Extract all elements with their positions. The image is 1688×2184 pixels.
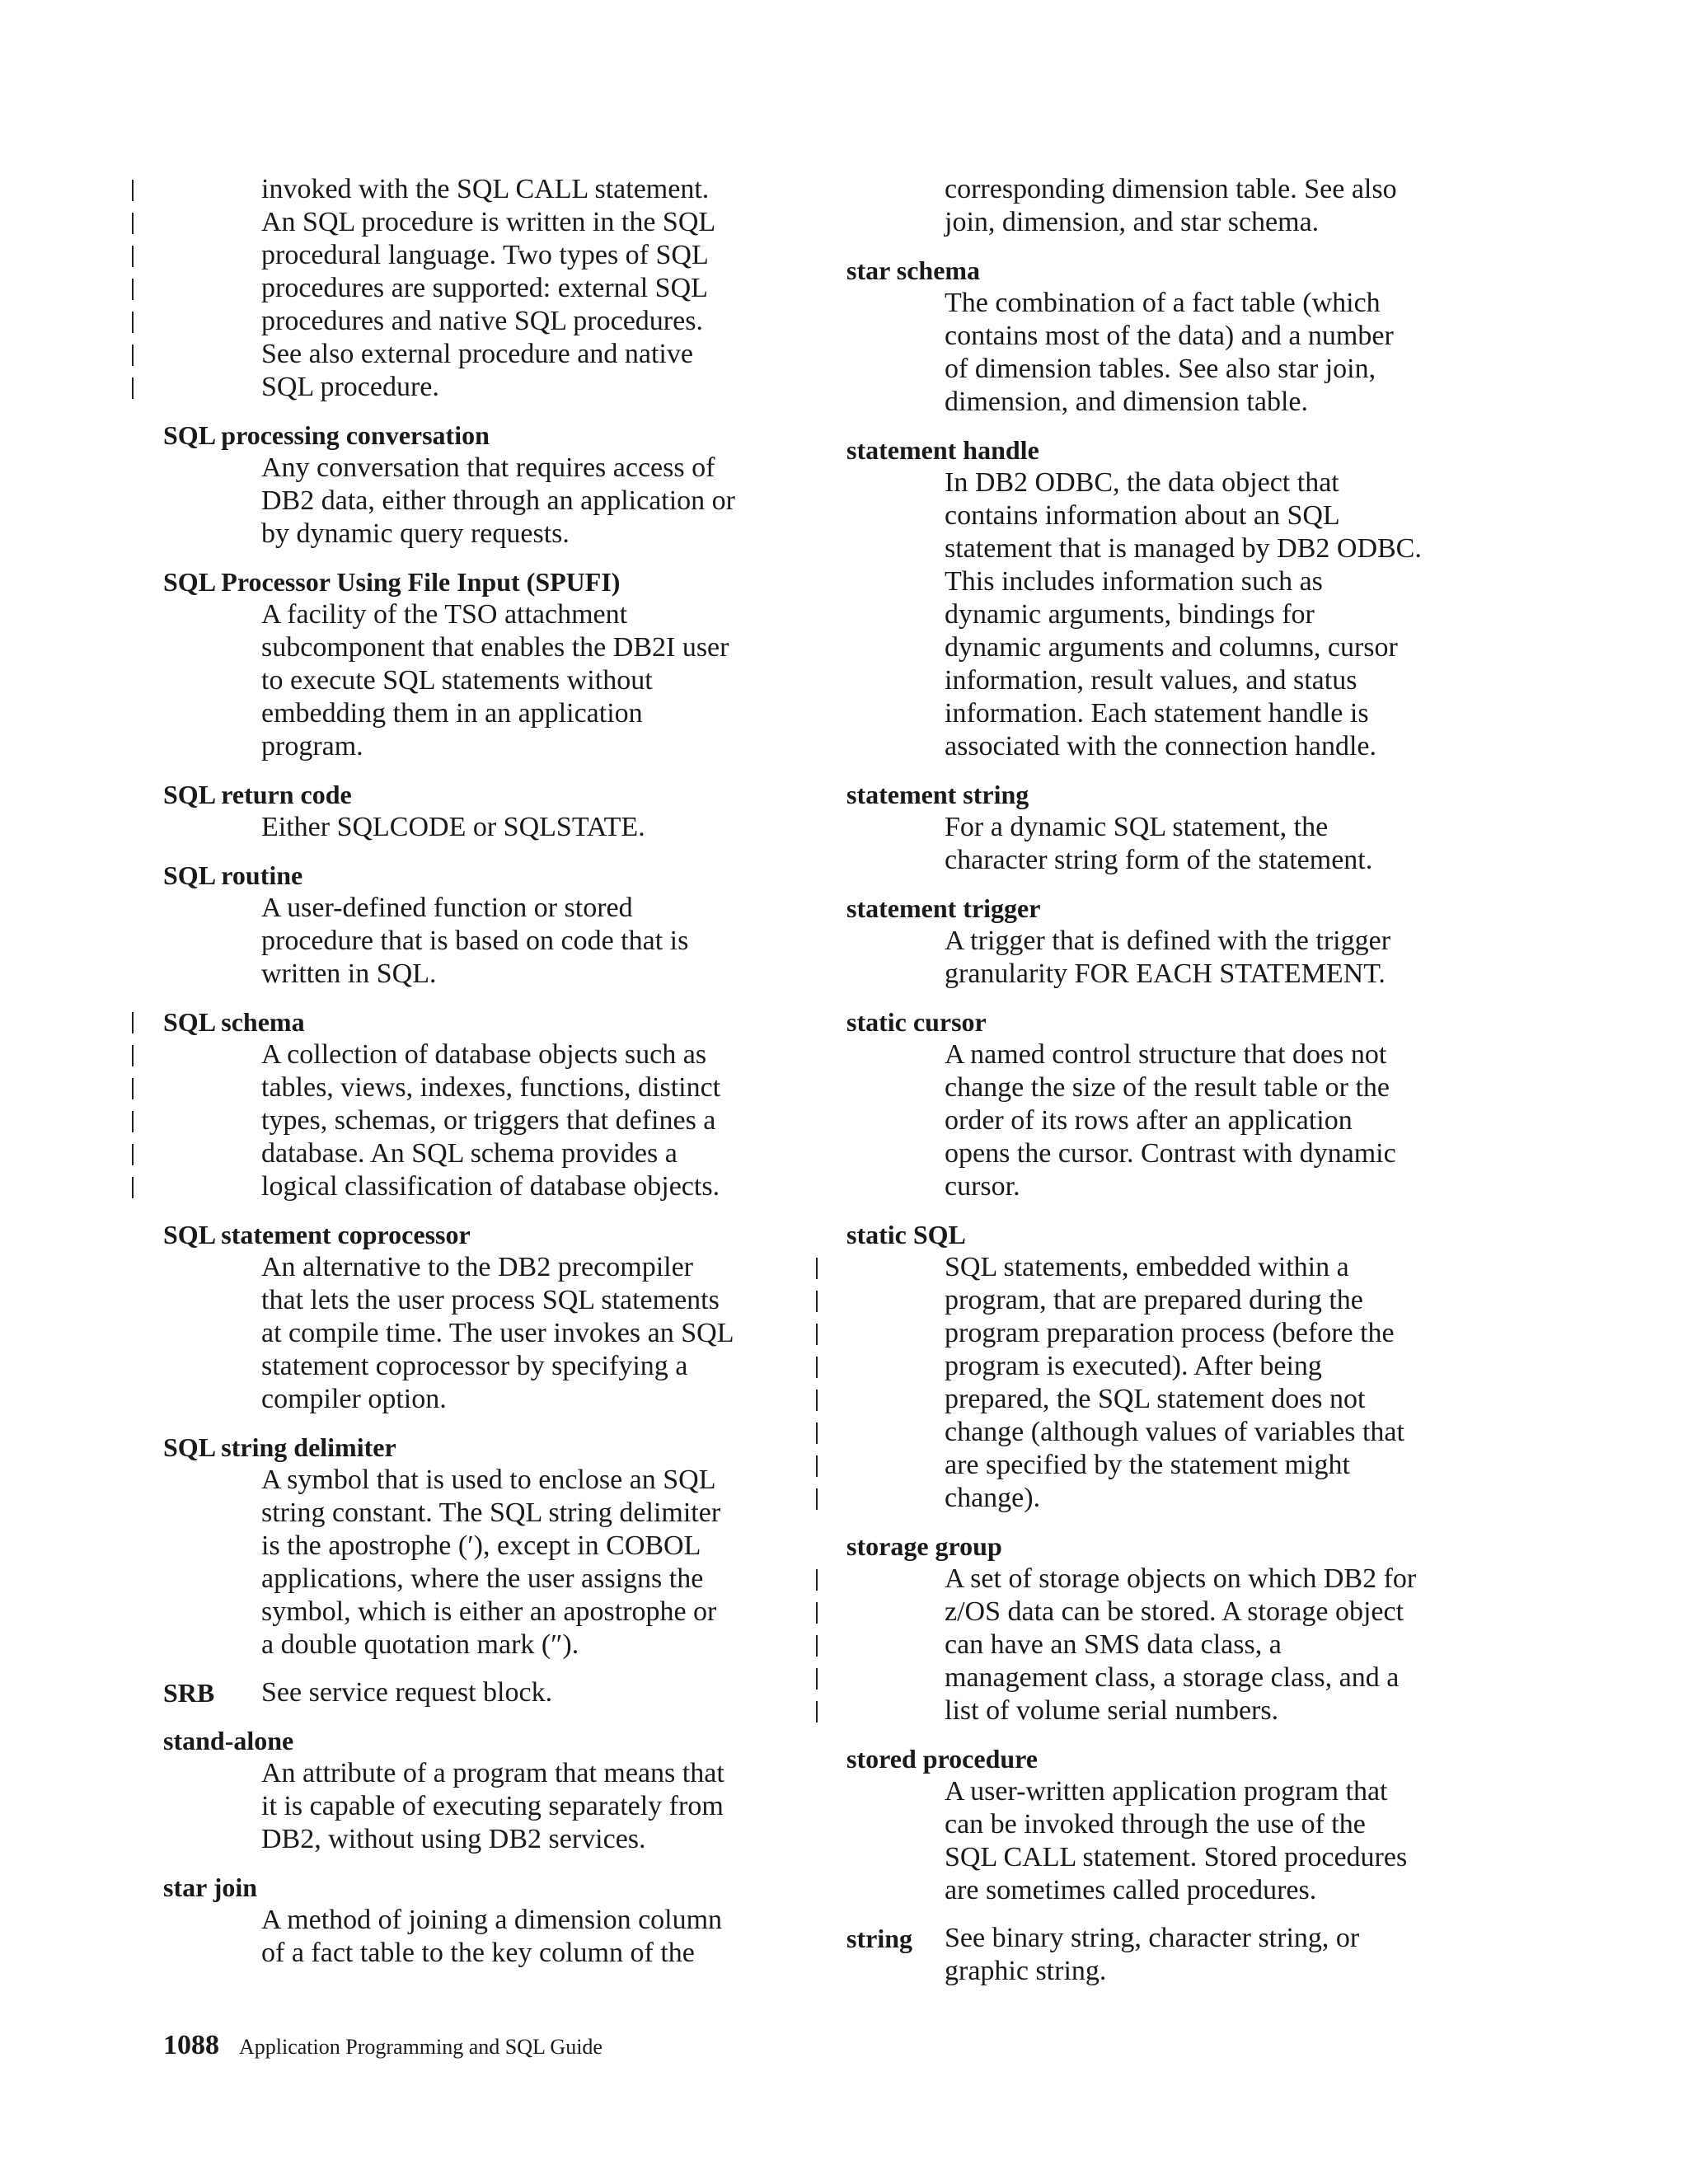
definition-line: of a fact table to the key column of the (261, 1938, 695, 1968)
definition-line: database. An SQL schema provides a (261, 1138, 678, 1169)
continued-definition (945, 173, 1506, 239)
definition-line: opens the cursor. Contrast with dynamic (945, 1138, 1396, 1169)
definition-line: dynamic arguments, bindings for (945, 599, 1315, 630)
definition-line: See also external procedure and native (261, 339, 693, 369)
glossary-entry (846, 254, 1506, 419)
glossary-entry (163, 1218, 798, 1416)
glossary-entry (846, 1005, 1506, 1203)
glossary-entry (846, 1530, 1506, 1727)
glossary-term: stand-alone (163, 1726, 294, 1755)
definition-line: change the size of the result table or the (945, 1072, 1390, 1103)
glossary-entry (163, 1005, 798, 1203)
definition-line: join, dimension, and star schema. (945, 207, 1320, 237)
change-bar (132, 1177, 134, 1198)
glossary-term: storage group (846, 1531, 1002, 1561)
definition-line: can have an SMS data class, a (945, 1629, 1282, 1660)
definition-line: See service request block. (261, 1677, 553, 1708)
definition-line: is the apostrophe (′), except in COBOL (261, 1530, 701, 1561)
definition-line: SQL procedure. (261, 372, 439, 402)
definition-line: dimension, and dimension table. (945, 387, 1308, 417)
glossary-term: SQL return code (163, 780, 352, 809)
definition-line: An SQL procedure is written in the SQL (261, 207, 716, 237)
definition-line: cursor. (945, 1171, 1020, 1202)
definition-line: SQL CALL statement. Stored procedures (945, 1842, 1408, 1872)
definition-line: associated with the connection handle. (945, 731, 1376, 762)
definition-line: A facility of the TSO attachment (261, 599, 628, 630)
definition-line: statement that is managed by DB2 ODBC. (945, 533, 1422, 564)
glossary-definition (261, 1757, 798, 1856)
glossary-term: SQL string delimiter (163, 1432, 396, 1462)
definition-line: applications, where the user assigns the (261, 1563, 704, 1594)
definition-line: that lets the user process SQL statements (261, 1285, 720, 1315)
glossary-entry (163, 1676, 798, 1709)
definition-line: For a dynamic SQL statement, the (945, 812, 1329, 842)
glossary-term: statement trigger (846, 893, 1041, 923)
definition-line: corresponding dimension table. See also (945, 174, 1397, 204)
glossary-definition (945, 287, 1506, 419)
change-bar (816, 1569, 818, 1591)
change-bar (816, 1701, 818, 1722)
glossary-entry (163, 1871, 798, 1970)
definition-line: procedure that is based on code that is (261, 926, 689, 956)
definition-line: can be invoked through the use of the (945, 1809, 1366, 1840)
glossary-term: SQL routine (163, 860, 303, 890)
glossary-term: static cursor (846, 1007, 987, 1037)
definition-line: by dynamic query requests. (261, 518, 570, 549)
definition-line: subcomponent that enables the DB2I user (261, 632, 729, 663)
definition-line: procedural language. Two types of SQL (261, 240, 709, 270)
definition-line: procedures are supported: external SQL (261, 273, 708, 303)
glossary-term: SQL processing conversation (163, 420, 490, 450)
definition-line: z/OS data can be stored. A storage object (945, 1596, 1404, 1627)
definition-line: An alternative to the DB2 precompiler (261, 1252, 693, 1282)
definition-line: A named control structure that does not (945, 1039, 1387, 1070)
glossary-definition (261, 1251, 798, 1416)
definition-line: compiler option. (261, 1384, 447, 1414)
definition-line: DB2 data, either through an application or (261, 485, 735, 516)
glossary-definition (261, 598, 798, 763)
glossary-definition (261, 892, 798, 991)
change-bar (132, 377, 134, 399)
glossary-term: string (846, 1924, 912, 1953)
glossary-entry (846, 434, 1506, 763)
definition-line: information, result values, and status (945, 665, 1357, 696)
definition-line: In DB2 ODBC, the data object that (945, 467, 1339, 498)
definition-line: symbol, which is either an apostrophe or (261, 1596, 717, 1627)
glossary-term: SQL statement coprocessor (163, 1220, 471, 1249)
change-bar (816, 1602, 818, 1624)
glossary-definition (945, 925, 1506, 991)
definition-line: change (although values of variables that (945, 1417, 1404, 1447)
change-bar (816, 1668, 818, 1690)
glossary-entry (163, 778, 798, 844)
definition-line: granularity FOR EACH STATEMENT. (945, 958, 1386, 989)
definition-line: The combination of a fact table (which (945, 288, 1381, 318)
definition-line: string constant. The SQL string delimiter (261, 1497, 721, 1528)
definition-line: at compile time. The user invokes an SQL (261, 1318, 734, 1348)
definition-line: contains most of the data) and a number (945, 321, 1394, 351)
right-column (846, 173, 1506, 2003)
glossary-definition (945, 1251, 1506, 1515)
glossary-definition (945, 1922, 1359, 1988)
glossary-entry (163, 565, 798, 763)
glossary-definition (945, 1563, 1506, 1727)
definition-line: it is capable of executing separately from (261, 1791, 724, 1821)
definition-line: A user-written application program that (945, 1776, 1388, 1807)
glossary-entry (163, 1431, 798, 1661)
definition-line: are sometimes called procedures. (945, 1875, 1317, 1905)
change-bar (816, 1291, 818, 1312)
glossary-definition (945, 1775, 1506, 1907)
glossary-term: SQL Processor Using File Input (SPUFI) (163, 567, 621, 597)
definition-line: A trigger that is defined with the trigger (945, 926, 1391, 956)
glossary-definition (945, 1038, 1506, 1203)
definition-line: program preparation process (before the (945, 1318, 1395, 1348)
definition-line: a double quotation mark (″). (261, 1629, 579, 1660)
glossary-entry (163, 859, 798, 991)
change-bar (816, 1324, 818, 1345)
definition-line: See binary string, character string, or (945, 1923, 1360, 1953)
glossary-entry (846, 778, 1506, 877)
definition-line: order of its rows after an application (945, 1105, 1353, 1136)
change-bar (132, 1144, 134, 1165)
definition-line: prepared, the SQL statement does not (945, 1384, 1366, 1414)
change-bar (132, 312, 134, 333)
glossary-term: static SQL (846, 1220, 966, 1249)
change-bar (132, 180, 134, 201)
glossary-definition (945, 466, 1506, 763)
glossary-entry (846, 1218, 1506, 1515)
definition-line: A method of joining a dimension column (261, 1905, 723, 1935)
definition-line: A collection of database objects such as (261, 1039, 707, 1070)
change-bar (816, 1258, 818, 1279)
definition-line: This includes information such as (945, 566, 1323, 597)
glossary-definition (261, 1904, 798, 1970)
glossary-term: statement string (846, 780, 1029, 809)
change-bar (816, 1422, 818, 1444)
glossary-entry (163, 1724, 798, 1856)
change-bar (132, 1045, 134, 1066)
definition-line: dynamic arguments and columns, cursor (945, 632, 1398, 663)
change-bar (816, 1455, 818, 1477)
glossary-entry (846, 1922, 1506, 1988)
left-column (163, 173, 798, 1985)
page-number: 1088 (163, 2030, 219, 2060)
change-bar (132, 1111, 134, 1132)
glossary-term: star schema (846, 255, 981, 285)
continued-definition (261, 173, 798, 404)
definition-line: DB2, without using DB2 services. (261, 1824, 646, 1854)
definition-line: logical classification of database objects. (261, 1171, 720, 1202)
change-bar (132, 344, 134, 366)
change-bar (132, 246, 134, 267)
change-bar (816, 1635, 818, 1657)
definition-line: invoked with the SQL CALL statement. (261, 174, 710, 204)
definition-line: An attribute of a program that means that (261, 1758, 724, 1788)
change-bar (132, 1078, 134, 1099)
glossary-definition (261, 1676, 552, 1709)
definition-line: types, schemas, or triggers that defines a (261, 1105, 716, 1136)
glossary-definition (261, 811, 798, 844)
definition-line: procedures and native SQL procedures. (261, 306, 703, 336)
definition-line: list of volume serial numbers. (945, 1695, 1279, 1726)
definition-line: Either SQLCODE or SQLSTATE. (261, 812, 645, 842)
definition-line: program. (261, 731, 363, 762)
change-bar (132, 279, 134, 300)
definition-line: written in SQL. (261, 958, 437, 989)
glossary-entry (846, 892, 1506, 991)
definition-line: graphic string. (945, 1956, 1107, 1986)
change-bar (132, 213, 134, 234)
change-bar (816, 1390, 818, 1411)
definition-line: are specified by the statement might (945, 1450, 1350, 1480)
definition-line: to execute SQL statements without (261, 665, 653, 696)
glossary-term: stored procedure (846, 1744, 1038, 1774)
glossary-definition (261, 452, 798, 551)
glossary-definition (261, 1464, 798, 1661)
definition-line: A symbol that is used to enclose an SQL (261, 1465, 716, 1495)
change-bar (132, 1012, 134, 1033)
glossary-definition (261, 1038, 798, 1203)
definition-line: tables, views, indexes, functions, distinct (261, 1072, 721, 1103)
page-footer (163, 2030, 603, 2061)
definition-line: change). (945, 1483, 1041, 1513)
definition-line: Any conversation that requires access of (261, 452, 715, 483)
definition-line: A set of storage objects on which DB2 for (945, 1563, 1417, 1594)
definition-line: program is executed). After being (945, 1351, 1322, 1381)
glossary-term: star join (163, 1872, 258, 1902)
definition-line: management class, a storage class, and a (945, 1662, 1400, 1693)
glossary-term: statement handle (846, 435, 1039, 465)
definition-line: embedding them in an application (261, 698, 643, 729)
glossary-entry (163, 419, 798, 551)
change-bar (816, 1357, 818, 1378)
glossary-definition (945, 811, 1506, 877)
definition-line: information. Each statement handle is (945, 698, 1369, 729)
book-title: Application Programming and SQL Guide (239, 2035, 603, 2059)
glossary-term: SQL schema (163, 1007, 305, 1037)
glossary-term: SRB (163, 1678, 215, 1708)
glossary-entry (846, 1742, 1506, 1907)
definition-line: of dimension tables. See also star join, (945, 354, 1376, 384)
definition-line: program, that are prepared during the (945, 1285, 1363, 1315)
definition-line: SQL statements, embedded within a (945, 1252, 1349, 1282)
definition-line: character string form of the statement. (945, 845, 1373, 875)
definition-line: A user-defined function or stored (261, 893, 633, 923)
definition-line: contains information about an SQL (945, 500, 1340, 531)
definition-line: statement coprocessor by specifying a (261, 1351, 688, 1381)
change-bar (816, 1488, 818, 1510)
